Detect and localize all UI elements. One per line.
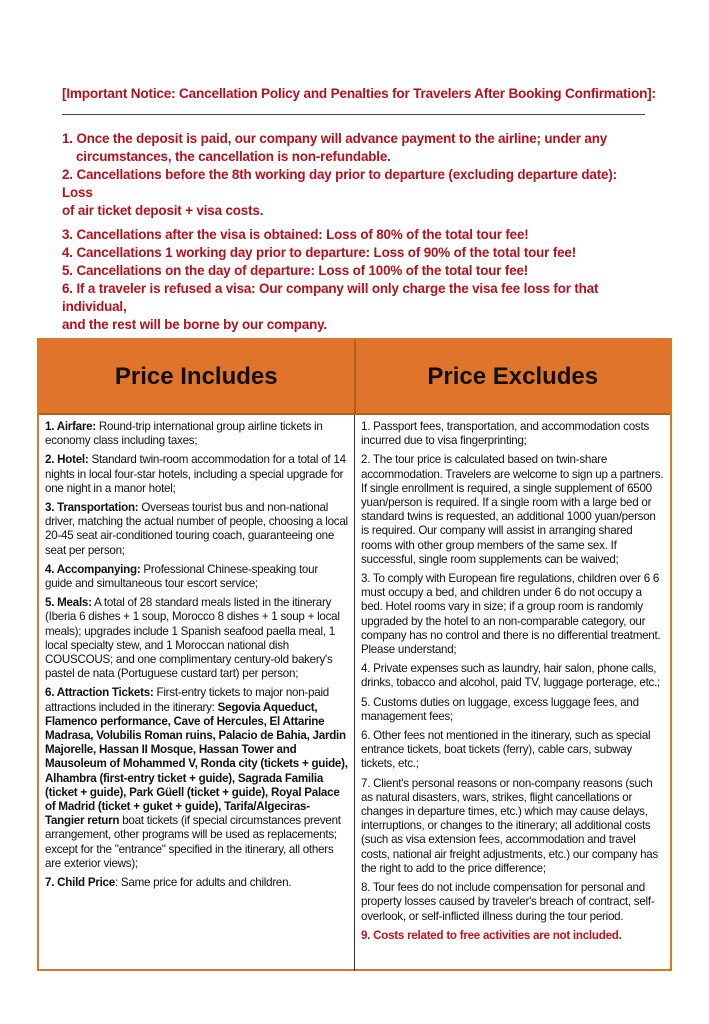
includes-heading: Price Includes (114, 362, 278, 390)
table-header (39, 340, 670, 415)
excludes-item: 3. To comply with European fire regulations, children over 6 6 must occupy a bed, and children under 6 do not occupy a bed. Hotel rooms vary in size; if a group room is randomly upgraded by the hotel to an non-comparable category, our company has no control and there is no differential treatment. Please understand; (361, 572, 661, 657)
notice-item: 5. Cancellations on the day of departure: Loss of 100% of the total tour fee! (62, 263, 529, 278)
notice-item: 1. Once the deposit is paid, our company will advance payment to the airline; under any (62, 131, 608, 146)
notice-list (62, 130, 647, 334)
includes-item: 2. Hotel: Standard twin-room accommodation for a total of 14 nights in local four-star hotels, including a special upgrade for one night in a manor hotel; (45, 453, 346, 495)
notice-item: 3. Cancellations after the visa is obtained: Loss of 80% of the total tour fee! (62, 227, 529, 242)
excludes-item: 2. The tour price is calculated based on twin-share accommodation. Travelers are welcome to sign up a partners. If single enrollment is required, a single supplement of 6500 yuan/person is required. If a single room with a large bed or standard twins is requested, an additional 1000 yuan/person is required. Our company will assist in arranging shared rooms with other group members of the same sex. If successful, single room supplements can be waived; (361, 453, 664, 566)
notice-item: circumstances, the cancellation is non-refundable. (76, 149, 391, 164)
notice-item: 2. Cancellations before the 8th working day prior to departure (excluding departure date): Loss (62, 167, 617, 200)
excludes-item: 5. Customs duties on luggage, excess luggage fees, and management fees; (361, 695, 639, 723)
divider (62, 114, 645, 115)
includes-item: 7. Child Price: Same price for adults and children. (45, 876, 292, 890)
notice-item: 6. If a traveler is refused a visa: Our company will only charge the visa fee loss for that individual, (62, 281, 599, 314)
includes-column (39, 415, 354, 971)
notice-item: of air ticket deposit + visa costs. (62, 203, 264, 218)
includes-item: 4. Accompanying: Professional Chinese-speaking tour guide and simultaneous tour escort service; (45, 562, 318, 591)
excludes-column (354, 415, 670, 971)
excludes-item-highlight: 9. Costs related to free activities are not included. (361, 928, 622, 942)
includes-item: 1. Airfare: Round-trip international group airline tickets in economy class including taxes; (45, 420, 323, 448)
notice-item: 4. Cancellations 1 working day prior to departure: Loss of 90% of the total tour fee! (62, 245, 577, 260)
includes-item: 3. Transportation: Overseas tourist bus and non-national driver, matching the actual number of people, choosing a local 20-45 seat air-conditioned touring coach, guaranteeing one seat per person; (45, 501, 348, 557)
excludes-heading: Price Excludes (354, 340, 671, 413)
price-table (37, 338, 672, 971)
excludes-item: 1. Passport fees, transportation, and accommodation costs incurred due to visa fingerprinting; (361, 420, 649, 448)
includes-item: 5. Meals: A total of 28 standard meals listed in the itinerary (Iberia 6 dishes + 1 soup, Morocco 8 dishes + 1 soup + local meals); upgrades include 1 Spanish seafood paella meal, 1 local specialty stew, and 1 Moroccan national dish COUSCOUS; and one complimentary century-old bakery's pastel de nata (Portuguese custard tart) per person; (45, 596, 340, 681)
excludes-item: 8. Tour fees do not include compensation for personal and property losses caused by traveler's breach of contract, self-overlook, or self-inflicted illness during the tour period. (361, 881, 655, 923)
excludes-item: 7. Client's personal reasons or non-company reasons (such as natural disasters, wars, strikes, flight cancellations or changes in departure times, etc.) which may cause delays, interruptions, or changes to the itinerary; all additional costs (such as visa extension fees, accommodation and travel costs, national air freight adjustments, etc.) our company has the right to add to the price difference; (361, 776, 659, 875)
excludes-item: 4. Private expenses such as laundry, hair salon, phone calls, drinks, tobacco and alcohol, paid TV, luggage porterage, etc.; (361, 662, 661, 690)
cancellation-notice (62, 84, 656, 334)
notice-item: and the rest will be borne by our company. (62, 317, 328, 332)
excludes-item: 6. Other fees not mentioned in the itinerary, such as special entrance tickets, boat tickets (ferry), cable cars, subway tickets, etc.; (361, 729, 651, 771)
notice-title: [Important Notice: Cancellation Policy and Penalties for Travelers After Booking Confirmation]: (62, 86, 656, 101)
includes-item: 6. Attraction Tickets: First-entry tickets to major non-paid attractions included in the itinerary: Segovia Aqueduct, Flamenco performance, Cave of Hercules, El Attarine Madrasa, Volubilis Roman ruins, Palacio de Bahia, Jardin Majorelle, Hassan II Mosque, Hassan Tower and Mausoleum of Mohammed V, Ronda city (tickets + guide), Alhambra (first-entry ticket + guide), Sagrada Familia (ticket + guide), Park Güell (ticket + guide), Royal Palace of Madrid (ticket + guket + guide), Tarifa/Algeciras-Tangier return boat tickets (if special circumstances prevent arrangement, other programs will be used as replacements; except for the "entrance" specified in the itinerary, all others are exterior views); (45, 686, 348, 870)
table-body (39, 415, 670, 971)
